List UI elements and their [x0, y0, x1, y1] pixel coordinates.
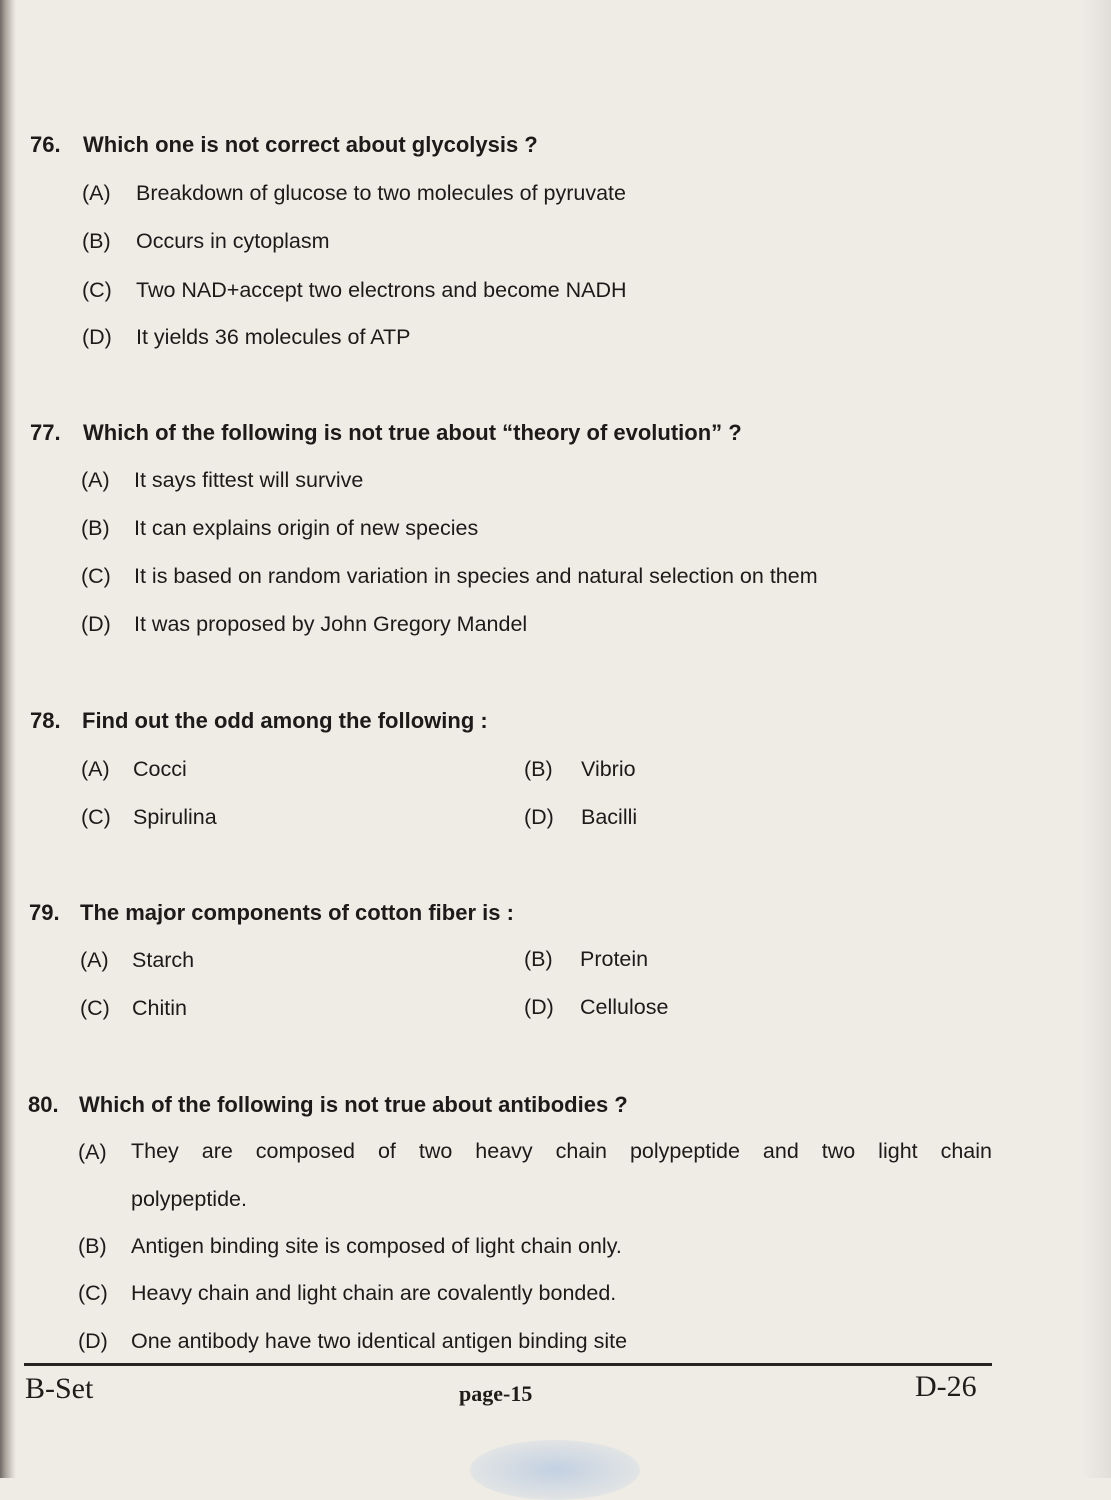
option-text: Antigen binding site is composed of light chain only. — [131, 1234, 622, 1258]
option-text: Vibrio — [581, 757, 636, 781]
option-text: Two NAD+accept two electrons and become NADH — [136, 278, 627, 302]
option-text: Heavy chain and light chain are covalently bonded. — [131, 1281, 617, 1305]
option-text: It says fittest will survive — [134, 468, 364, 492]
option-letter: (B) — [78, 1234, 107, 1258]
option-letter: (C) — [78, 1281, 108, 1305]
option-letter: (C) — [81, 805, 111, 829]
option-text: Breakdown of glucose to two molecules of pyruvate — [136, 181, 626, 205]
option-letter: (A) — [82, 181, 111, 205]
option-letter: (B) — [524, 947, 553, 971]
option-text: It was proposed by John Gregory Mandel — [134, 612, 528, 636]
option-a-continuation: polypeptide. — [131, 1187, 247, 1211]
question-number: 79. — [29, 900, 60, 925]
question-text: Find out the odd among the following : — [82, 708, 488, 733]
option-letter: (A) — [78, 1140, 107, 1164]
option-text: Spirulina — [133, 805, 217, 829]
option-text: One antibody have two identical antigen binding site — [131, 1329, 628, 1353]
option-text: Cellulose — [580, 995, 669, 1019]
question-text: The major components of cotton fiber is : — [80, 900, 514, 925]
option-text: It is based on random variation in species and natural selection on them — [134, 564, 818, 588]
option-letter: (A) — [81, 468, 110, 492]
question-text: Which one is not correct about glycolysis ? — [83, 132, 538, 157]
option-letter: (D) — [81, 612, 111, 636]
question-text: Which of the following is not true about antibodies ? — [79, 1092, 628, 1117]
option-text: Bacilli — [581, 805, 638, 829]
option-letter: (C) — [82, 278, 112, 302]
option-text: They are composed of two heavy chain polypeptide and two light chain — [131, 1139, 992, 1163]
option-letter: (D) — [524, 995, 554, 1019]
option-letter: (D) — [82, 325, 112, 349]
footer-code: D-26 — [915, 1370, 977, 1403]
question-text: Which of the following is not true about “theory of evolution” ? — [83, 420, 742, 445]
option-text: Occurs in cytoplasm — [136, 229, 330, 253]
scan-artifact — [470, 1440, 640, 1500]
book-spine-shadow — [0, 0, 16, 1478]
option-letter: (A) — [80, 948, 109, 972]
option-text: It can explains origin of new species — [134, 516, 479, 540]
option-letter: (B) — [524, 757, 553, 781]
option-text: Chitin — [132, 996, 187, 1020]
option-letter: (C) — [80, 996, 110, 1020]
question-number: 80. — [28, 1092, 59, 1117]
question-number: 77. — [30, 420, 61, 445]
option-text: Protein — [580, 947, 649, 971]
page-edge-shadow — [1081, 0, 1111, 1478]
option-letter: (B) — [82, 229, 111, 253]
question-number: 76. — [30, 132, 61, 157]
option-text: Starch — [132, 948, 195, 972]
option-letter: (C) — [81, 564, 111, 588]
footer-set-label: B-Set — [25, 1372, 94, 1405]
option-letter: (D) — [524, 805, 554, 829]
option-text: Cocci — [133, 757, 187, 781]
question-number: 78. — [30, 708, 61, 733]
footer-divider — [24, 1363, 992, 1366]
option-letter: (D) — [78, 1329, 108, 1353]
option-letter: (A) — [81, 757, 110, 781]
footer-page-number: page-15 — [459, 1381, 533, 1406]
option-letter: (B) — [81, 516, 110, 540]
option-text: It yields 36 molecules of ATP — [136, 325, 411, 349]
